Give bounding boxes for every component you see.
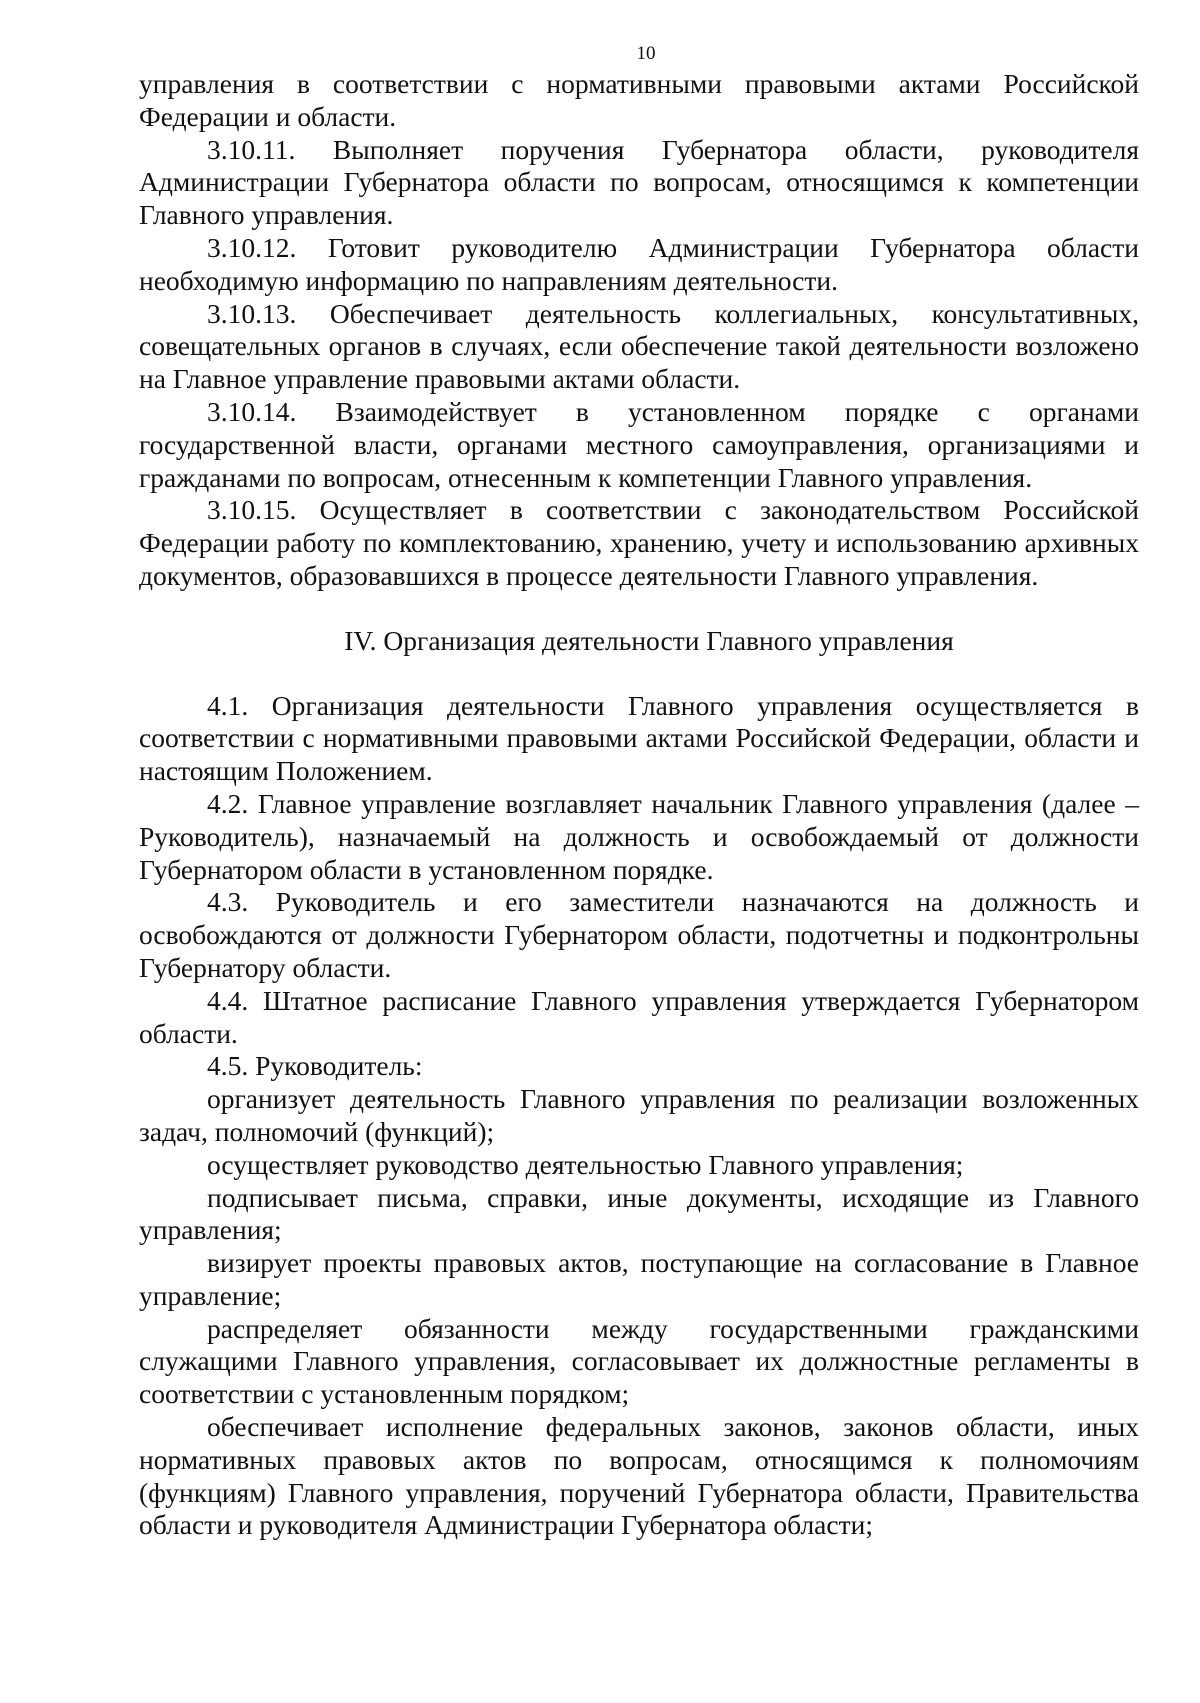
page-number: 10 [636, 43, 656, 64]
paragraph-3-10-12: 3.10.12. Готовит руководителю Администрации Губернатора области необходимую информацию по направлениям деятельности. [139, 231, 1139, 296]
paragraph-3-10-11: 3.10.11. Выполняет поручения Губернатора области, руководителя Администрации Губернатора области по вопросам, относящимся к компетенции Главного управления. [139, 133, 1139, 231]
paragraph-3-10-15: 3.10.15. Осуществляет в соответствии с законодательством Российской Федерации работу по комплектованию, хранению, учету и использованию архивных документов, образовавшихся в процессе деятельности Главного управления. [139, 494, 1139, 591]
list-item: подписывает письма, справки, иные документы, исходящие из Главного управления; [139, 1181, 1139, 1246]
paragraph-3-10-14: 3.10.14. Взаимодействует в установленном порядке с органами государственной власти, органами местного самоуправления, организациями и гражданами по вопросам, отнесенным к компетенции Главного управления. [139, 395, 1139, 493]
paragraph: управления в соответствии с нормативными правовыми актами Российской Федерации и области. [139, 68, 1139, 132]
paragraph-4-3: 4.3. Руководитель и его заместители назначаются на должность и освобождаются от должности Губернатором области, подотчетны и подконтрольны Губернатору области. [139, 886, 1139, 983]
paragraph-4-1: 4.1. Организация деятельности Главного управления осуществляется в соответствии с нормативными правовыми актами Российской Федерации, области и настоящим Положением. [139, 689, 1139, 787]
list-item: осуществляет руководство деятельностью Главного управления; [207, 1148, 964, 1180]
list-item: организует деятельность Главного управления по реализации возложенных задач, полномочий (функций); [139, 1083, 1139, 1147]
paragraph-4-5: 4.5. Руководитель: [207, 1050, 423, 1082]
list-item: визирует проекты правовых актов, поступающие на согласование в Главное управление; [139, 1247, 1139, 1311]
document-page [139, 42, 1139, 1542]
paragraph-4-4: 4.4. Штатное расписание Главного управления утверждается Губернатором области. [139, 984, 1139, 1049]
paragraph-3-10-13: 3.10.13. Обеспечивает деятельность коллегиальных, консультативных, совещательных органов в случаях, если обеспечение такой деятельности возложено на Главное управление правовыми актами области. [139, 297, 1139, 395]
paragraph-4-2: 4.2. Главное управление возглавляет начальник Главного управления (далее – Руководитель), назначаемый на должность и освобождаемый от должности Губернатором области в установленном порядке. [139, 787, 1139, 885]
list-item: обеспечивает исполнение федеральных законов, законов области, иных нормативных правовых актов по вопросам, относящимся к полномочиям (функциям) Главного управления, поручений Губернатора области, Правительства области и руководителя Администрации Губернатора области; [139, 1411, 1139, 1541]
list-item: распределяет обязанности между государственными гражданскими служащими Главного управления, согласовывает их должностные регламенты в соответствии с установленным порядком; [139, 1312, 1139, 1410]
section-heading: IV. Организация деятельности Главного управления [344, 624, 954, 656]
